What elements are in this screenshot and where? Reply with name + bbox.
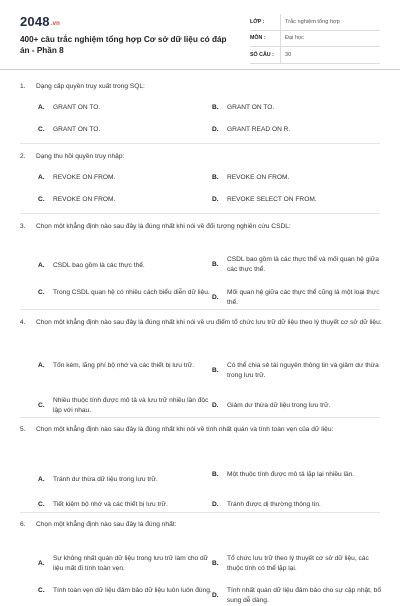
option-text: Tổ chức lưu trữ theo lý thuyết cơ sở dữ liệu, các thuộc tính có thể lặp lại. (227, 555, 369, 572)
option-letter: C. (38, 587, 45, 594)
question-stem (20, 318, 385, 328)
option-text: Tránh được dị thường thông tin. (227, 501, 321, 508)
option-b[interactable] (212, 554, 392, 574)
info-label: MÔN : (250, 35, 266, 42)
document-title: 400+ câu trắc nghiệm tổng hợp Cơ sở dữ liệu có đáp án - Phần 8 (20, 35, 227, 55)
option-a[interactable] (38, 173, 218, 183)
option-a[interactable] (38, 261, 218, 271)
question-stem (20, 425, 385, 435)
question-stem (20, 520, 385, 530)
divider (20, 143, 380, 144)
option-letter: C. (38, 196, 45, 203)
option-letter: A. (38, 476, 45, 483)
option-letter: B. (212, 471, 219, 478)
option-text: Tiết kiệm bộ nhớ và các thiết bị lưu trữ. (53, 501, 168, 508)
option-text: Tránh dư thừa dữ liệu trong lưu trữ. (53, 476, 158, 483)
option-letter: B. (212, 174, 219, 181)
question-text: Dạng thu hồi quyền truy nhập: (36, 153, 125, 160)
option-d[interactable] (212, 288, 392, 308)
option-b[interactable] (212, 470, 392, 480)
option-letter: D. (212, 294, 219, 301)
info-box (250, 14, 380, 64)
option-text: Tốn kém, lãng phí bộ nhớ và các thiết bị lưu trữ. (53, 362, 195, 369)
divider (20, 512, 380, 513)
question-number: 5. (20, 426, 26, 433)
option-d[interactable] (212, 500, 392, 510)
info-value: 30 (280, 47, 380, 63)
info-label: LỚP : (250, 18, 265, 25)
option-text: REVOKE ON FROM. (227, 174, 290, 181)
question-number: 4. (20, 319, 26, 326)
option-c[interactable] (38, 500, 218, 510)
option-a[interactable] (38, 103, 218, 113)
info-row-class (250, 14, 380, 31)
question-text: Chọn một khẳng định nào sau đây là đúng nhất: (36, 521, 177, 528)
option-b[interactable] (212, 173, 392, 183)
option-text: Sự không nhất quán dữ liệu trong lưu trữ làm cho dữ liệu mất đi tính toàn vẹn. (53, 555, 209, 572)
option-text: Tính toàn vẹn dữ liệu đảm bảo dữ liệu luôn luôn đúng. (53, 587, 212, 594)
logo-text: 2048 (20, 14, 50, 29)
option-a[interactable] (38, 475, 218, 485)
option-letter: C. (38, 289, 45, 296)
option-text: REVOKE ON FROM. (53, 196, 116, 203)
option-d[interactable] (212, 401, 392, 411)
info-label: SỐ CÂU : (250, 51, 274, 58)
question-number: 1. (20, 83, 26, 90)
option-text: Một thuộc tính được mô tả lặp lại nhiều lần. (227, 471, 355, 478)
option-c[interactable] (38, 586, 218, 596)
question-text: Chọn một khẳng định nào sau đây là đúng nhất khi nói về đối tượng nghiên cứu CSDL: (36, 223, 291, 230)
option-text: GRANT READ ON R. (227, 126, 291, 133)
option-text: REVOKE SELECT ON FROM. (227, 196, 317, 203)
question-text: Dạng cấp quyền truy xuất trong SQL: (36, 83, 145, 90)
question-2 (20, 152, 385, 203)
option-text: CSDL bao gồm là các thực thể. (53, 262, 145, 269)
divider (20, 309, 380, 310)
option-text: Có thể chia sẻ tài nguyên thông tin và giảm dư thừa trong lưu trữ. (227, 362, 379, 379)
option-letter: C. (38, 501, 45, 508)
site-logo[interactable] (20, 14, 60, 29)
info-value: Đại học (280, 31, 380, 47)
question-4 (20, 318, 385, 414)
option-text: Tính nhất quán dữ liệu đảm bảo cho sự cập nhật, bổ sung dễ dàng. (227, 587, 381, 604)
logo-suffix: .vn (50, 21, 61, 27)
question-1 (20, 82, 385, 133)
option-letter: C. (38, 126, 45, 133)
option-d[interactable] (212, 586, 392, 606)
question-number: 3. (20, 223, 26, 230)
option-letter: D. (212, 402, 219, 409)
option-text: Nhiều thuộc tính được mô tả và lưu trữ nhiều lần độc lập với nhau. (53, 397, 209, 414)
question-text: Chọn một khẳng định nào sau đây là đúng nhất khi nói về ưu điểm tổ chức lưu trữ dữ liệu theo lý thuyết cơ sở dữ liệu: (36, 319, 382, 326)
option-letter: D. (212, 501, 219, 508)
info-row-count (250, 47, 380, 64)
option-letter: B. (212, 367, 219, 374)
option-b[interactable] (212, 361, 392, 381)
option-text: CSDL bao gồm là các thực thể và mối quan hệ giữa các thực thể. (227, 256, 379, 273)
option-a[interactable] (38, 361, 218, 371)
option-text: GRANT ON TO. (53, 126, 101, 133)
option-text: GRANT ON TO. (227, 104, 275, 111)
option-letter: D. (212, 592, 219, 599)
option-text: Trong CSDL quan hệ có nhiều cách biểu diễn dữ liệu. (53, 289, 210, 296)
option-letter: A. (38, 560, 45, 567)
option-letter: A. (38, 362, 45, 369)
option-text: GRANT ON TO. (53, 104, 101, 111)
question-stem (20, 222, 385, 232)
option-c[interactable] (38, 288, 218, 298)
option-c[interactable] (38, 396, 218, 416)
divider (20, 417, 380, 418)
option-letter: C. (38, 402, 45, 409)
option-letter: B. (212, 261, 219, 268)
option-letter: A. (38, 262, 45, 269)
question-stem (20, 82, 385, 92)
question-number: 2. (20, 153, 26, 160)
question-stem (20, 152, 385, 162)
option-letter: B. (212, 560, 219, 567)
option-c[interactable] (38, 195, 218, 205)
option-letter: A. (38, 174, 45, 181)
option-text: Giảm dư thừa dữ liệu trong lưu trữ. (227, 402, 331, 409)
option-letter: D. (212, 196, 219, 203)
question-number: 6. (20, 521, 26, 528)
option-b[interactable] (212, 103, 392, 113)
option-letter: B. (212, 104, 219, 111)
info-value: Trắc nghiệm tổng hợp (280, 14, 380, 30)
page-header (0, 0, 400, 70)
option-b[interactable] (212, 255, 392, 275)
option-c[interactable] (38, 125, 218, 135)
option-d[interactable] (212, 195, 392, 205)
option-text: Mối quan hệ giữa các thực thể cũng là một loại thực thể. (227, 289, 380, 306)
option-text: REVOKE ON FROM. (53, 174, 116, 181)
divider (20, 213, 380, 214)
question-5 (20, 425, 385, 508)
option-letter: D. (212, 126, 219, 133)
info-row-subject (250, 31, 380, 48)
option-letter: A. (38, 104, 45, 111)
option-d[interactable] (212, 125, 392, 135)
question-3 (20, 222, 385, 306)
question-6 (20, 520, 385, 604)
option-a[interactable] (38, 554, 218, 574)
question-text: Chọn một khẳng định nào sau đây là đúng nhất khi nói về tính nhất quán và tính toàn vẹn của dữ liệu: (36, 426, 334, 433)
